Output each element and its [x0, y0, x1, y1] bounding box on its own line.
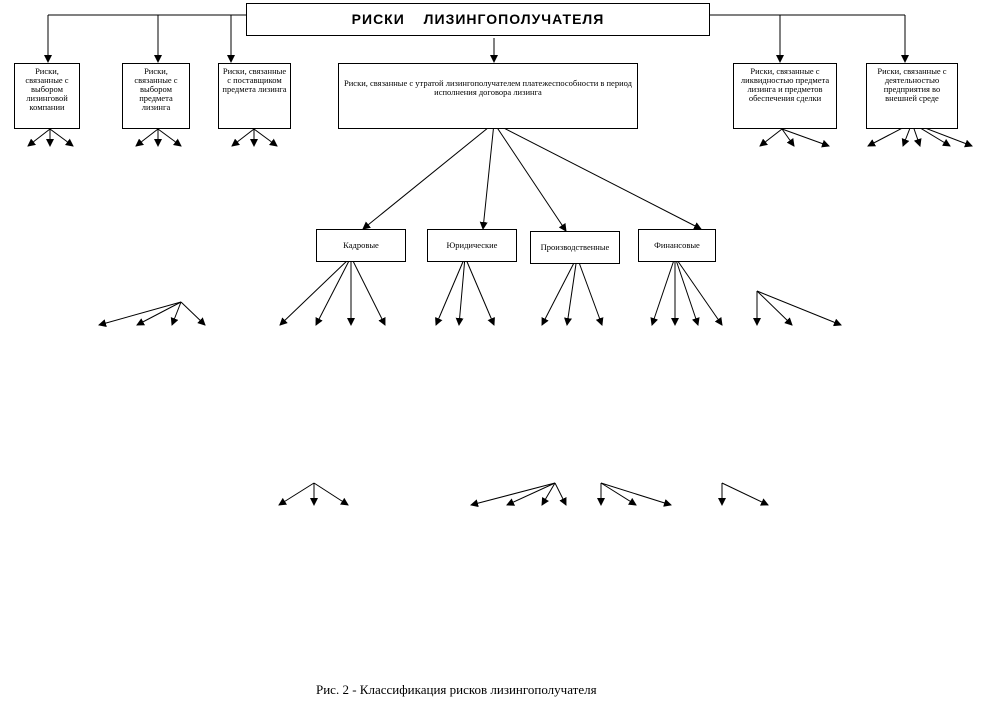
box-solvency-text: Риски, связанные с утратой лизингополучателем платежеспособности в период исполнения договора лизинга — [344, 78, 632, 97]
lower-fan-3-arrow-2 — [601, 483, 636, 505]
legal-fan-arrow-1 — [436, 257, 465, 325]
financial-fan-arrow-4 — [675, 257, 722, 325]
box-financial — [638, 229, 716, 262]
free-fan-1-arrow-2 — [137, 302, 181, 325]
financial-fan-arrow-3 — [675, 257, 698, 325]
lower-fan-3-arrow-3 — [601, 483, 671, 505]
box-external — [866, 63, 958, 129]
solvency-fan-arrow-3 — [494, 123, 566, 231]
box-liquidity-text: Риски, связанные с ликвидностью предмета лизинга и предметов обеспечения сделки — [740, 66, 830, 103]
box-leasing-company — [14, 63, 80, 129]
lower-fan-1-arrow-3 — [314, 483, 348, 505]
free-fan-2-arrow-2 — [757, 291, 792, 325]
lower-fan-1-arrow-1 — [279, 483, 314, 505]
box-external-text: Риски, связанные с деятельностью предприятия во внешней среде — [877, 66, 947, 103]
solvency-fan-arrow-2 — [483, 123, 494, 229]
free-fan-2-arrow-3 — [757, 291, 841, 325]
box-legal-text: Юридические — [446, 240, 498, 251]
box-legal — [427, 229, 517, 262]
financial-fan-arrow-1 — [652, 257, 675, 325]
leasing-subject-fan-arrow-1 — [136, 129, 158, 146]
box-leasing-subject-text: Риски, связанные с выбором предмета лизинга — [134, 66, 178, 112]
title-text: РИСКИ ЛИЗИНГОПОЛУЧАТЕЛЯ — [351, 11, 605, 28]
box-personnel-text: Кадровые — [343, 240, 379, 251]
title-box — [246, 3, 710, 36]
legal-fan-arrow-3 — [465, 257, 494, 325]
leasing-subject-fan-arrow-3 — [158, 129, 181, 146]
supplier-fan-arrow-3 — [254, 129, 277, 146]
box-leasing-company-text: Риски, связанные с выбором лизинговой компании — [25, 66, 69, 112]
production-fan-arrow-3 — [577, 257, 602, 325]
supplier-fan-arrow-1 — [232, 129, 254, 146]
lower-fan-4-arrow-2 — [722, 483, 768, 505]
free-fan-1-arrow-1 — [99, 302, 181, 325]
box-personnel — [316, 229, 406, 262]
liquidity-fan-arrow-1 — [760, 129, 782, 146]
solvency-fan-arrow-4 — [494, 123, 701, 229]
personnel-fan-arrow-4 — [351, 257, 385, 325]
box-supplier-text: Риски, связанные с поставщиком предмета лизинга — [222, 66, 287, 94]
box-production-text: Производственные — [540, 242, 610, 253]
solvency-fan-arrow-1 — [363, 123, 494, 229]
box-production — [530, 231, 620, 264]
free-fan-1-arrow-4 — [181, 302, 205, 325]
liquidity-fan-arrow-3 — [782, 129, 829, 146]
box-supplier — [218, 63, 291, 129]
box-leasing-subject — [122, 63, 190, 129]
leasing-company-fan-arrow-3 — [50, 129, 73, 146]
personnel-fan-arrow-1 — [280, 257, 351, 325]
box-financial-text: Финансовые — [654, 240, 700, 251]
figure-caption: Рис. 2 - Классификация рисков лизингополучателя — [316, 682, 597, 697]
box-liquidity — [733, 63, 837, 129]
legal-fan-arrow-2 — [459, 257, 465, 325]
box-solvency — [338, 63, 638, 129]
lower-fan-2-arrow-4 — [555, 483, 566, 505]
leasing-company-fan-arrow-1 — [28, 129, 50, 146]
personnel-fan-arrow-2 — [316, 257, 351, 325]
